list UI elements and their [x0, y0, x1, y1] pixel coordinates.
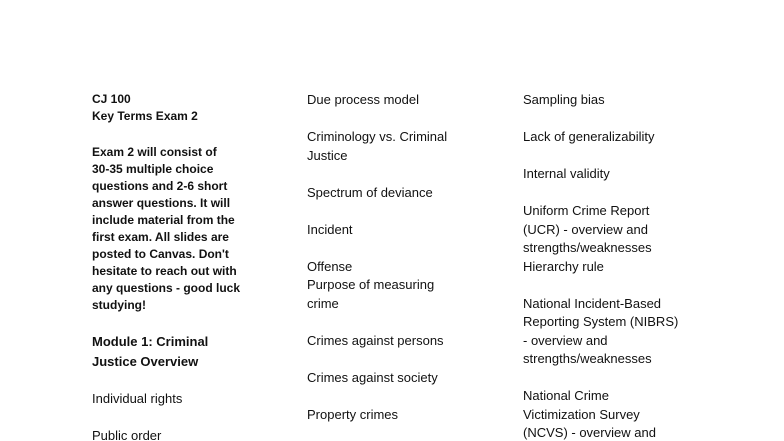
key-term: Criminology vs. Criminal — [307, 129, 448, 144]
key-term-continued: Justice — [307, 147, 348, 163]
column-left — [92, 91, 272, 441]
key-term: National Crime — [523, 388, 609, 403]
module-heading — [92, 332, 272, 371]
spacer — [523, 110, 723, 129]
spacer — [307, 239, 497, 258]
instruction-line: posted to Canvas. Don't — [92, 246, 229, 261]
instruction-line: answer questions. It will — [92, 195, 231, 210]
spacer — [523, 147, 723, 166]
key-term: Incident — [307, 221, 353, 237]
key-term: Lack of generalizability — [523, 129, 655, 144]
document-title: Key Terms Exam 2 — [92, 109, 198, 123]
instruction-line: hesitate to reach out with — [92, 263, 237, 278]
key-term-continued: crime — [307, 295, 339, 311]
key-term-continued: strengths/weaknesses — [523, 351, 652, 366]
key-term-continued: strengths/weaknesses — [523, 240, 652, 255]
key-term: Hierarchy rule — [523, 258, 604, 274]
instruction-line: first exam. All slides are — [92, 229, 229, 244]
key-term: National Incident-Based — [523, 295, 662, 311]
spacer — [307, 165, 497, 184]
key-term-continued: - overview and — [523, 332, 608, 348]
module-heading-line: Justice Overview — [92, 353, 199, 369]
key-term: Internal validity — [523, 166, 610, 181]
spacer — [307, 202, 497, 221]
key-term-continued: Victimization Survey — [523, 406, 640, 422]
instruction-line: 30-35 multiple choice — [92, 161, 214, 176]
key-term: Purpose of measuring — [307, 277, 435, 292]
spacer — [92, 125, 272, 144]
key-term: Crimes against persons — [307, 332, 444, 348]
spacer — [92, 408, 272, 427]
instruction-line: studying! — [92, 297, 146, 312]
column-middle — [307, 91, 497, 424]
spacer — [307, 313, 497, 332]
module-heading-line: Module 1: Criminal — [92, 334, 209, 349]
spacer — [523, 184, 723, 203]
key-term: Property crimes — [307, 406, 399, 422]
key-term: Sampling bias — [523, 92, 605, 107]
instruction-line: Exam 2 will consist of — [92, 144, 217, 159]
spacer — [307, 350, 497, 369]
key-term: Spectrum of deviance — [307, 184, 433, 200]
column-right — [523, 91, 723, 441]
key-term: Due process model — [307, 92, 419, 107]
exam-instructions — [92, 144, 272, 314]
key-term: Public order — [92, 427, 162, 441]
key-term: Uniform Crime Report — [523, 203, 650, 218]
instruction-line: questions and 2-6 short — [92, 178, 228, 193]
key-term-continued: Reporting System (NIBRS) — [523, 314, 679, 329]
spacer — [92, 314, 272, 333]
key-term: Individual rights — [92, 390, 183, 406]
spacer — [523, 276, 723, 295]
key-term: Crimes against society — [307, 369, 438, 385]
spacer — [307, 387, 497, 406]
spacer — [307, 110, 497, 129]
instruction-line: any questions - good luck — [92, 280, 241, 295]
spacer — [523, 369, 723, 388]
key-term-continued: (UCR) - overview and — [523, 221, 648, 237]
instruction-line: include material from the — [92, 212, 235, 227]
spacer — [92, 371, 272, 390]
course-code: CJ 100 — [92, 92, 131, 106]
key-term-continued: (NCVS) - overview and — [523, 425, 656, 440]
key-term: Offense — [307, 258, 353, 274]
